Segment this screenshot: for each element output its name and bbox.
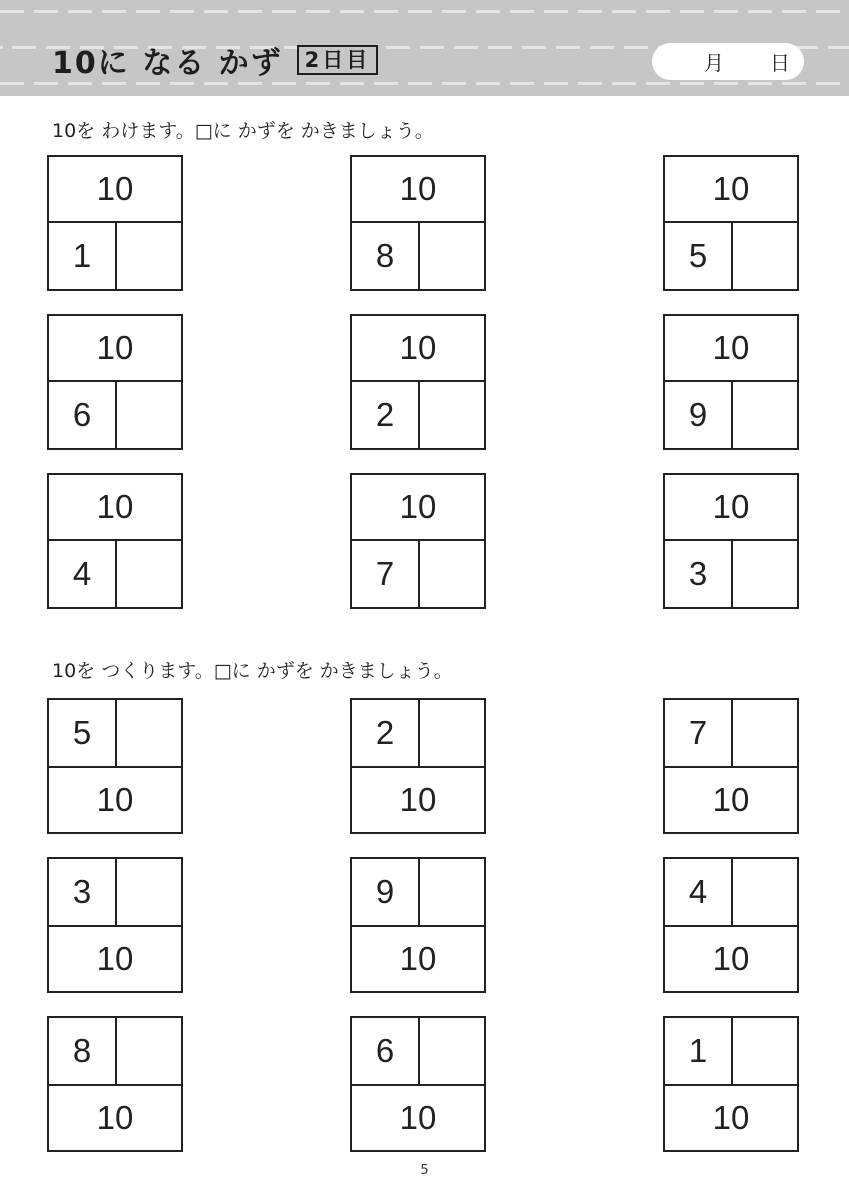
given-number: 7: [375, 555, 395, 592]
given-number: 7: [688, 714, 708, 751]
make-box-9: [663, 1016, 799, 1152]
whole-number: 10: [665, 925, 797, 991]
whole-number: 10: [49, 1084, 181, 1150]
whole-number: 10: [352, 925, 484, 991]
whole-number: 10: [49, 157, 181, 223]
split-box-3: [663, 155, 799, 291]
make-box-8: [350, 1016, 486, 1152]
day-badge: 2日目: [297, 45, 379, 75]
given-number: 4: [688, 873, 708, 910]
whole-number: 10: [49, 475, 181, 541]
answer-blank[interactable]: [418, 700, 484, 766]
answer-blank[interactable]: [115, 223, 181, 289]
given-number: 9: [688, 396, 708, 433]
make-box-7: [47, 1016, 183, 1152]
answer-blank[interactable]: [731, 223, 797, 289]
answer-blank[interactable]: [731, 1018, 797, 1084]
answer-blank[interactable]: [418, 1018, 484, 1084]
split-box-1: [47, 155, 183, 291]
whole-number: 10: [352, 475, 484, 541]
answer-blank[interactable]: [418, 382, 484, 448]
whole-number: 10: [352, 157, 484, 223]
given-number: 8: [72, 1032, 92, 1069]
day-label: 日: [770, 51, 790, 75]
given-number: 8: [375, 237, 395, 274]
whole-number: 10: [352, 1084, 484, 1150]
split-box-5: [350, 314, 486, 450]
given-number: 6: [72, 396, 92, 433]
given-number: 1: [688, 1032, 708, 1069]
month-label: 月: [704, 51, 724, 75]
answer-blank[interactable]: [731, 859, 797, 925]
split-box-7: [47, 473, 183, 609]
answer-blank[interactable]: [115, 700, 181, 766]
whole-number: 10: [665, 766, 797, 832]
answer-blank[interactable]: [115, 1018, 181, 1084]
answer-blank[interactable]: [418, 541, 484, 607]
whole-number: 10: [352, 766, 484, 832]
make-box-2: [350, 698, 486, 834]
make-box-1: [47, 698, 183, 834]
answer-blank[interactable]: [115, 382, 181, 448]
whole-number: 10: [49, 925, 181, 991]
answer-blank[interactable]: [418, 859, 484, 925]
answer-blank[interactable]: [115, 859, 181, 925]
given-number: 1: [72, 237, 92, 274]
answer-blank[interactable]: [418, 223, 484, 289]
whole-number: 10: [352, 316, 484, 382]
split-box-8: [350, 473, 486, 609]
page-title: [52, 40, 378, 80]
answer-blank[interactable]: [115, 541, 181, 607]
answer-blank[interactable]: [731, 700, 797, 766]
answer-blank[interactable]: [731, 541, 797, 607]
given-number: 2: [375, 714, 395, 751]
make-box-3: [663, 698, 799, 834]
make-box-4: [47, 857, 183, 993]
given-number: 6: [375, 1032, 395, 1069]
split-box-4: [47, 314, 183, 450]
answer-blank[interactable]: [731, 382, 797, 448]
whole-number: 10: [49, 316, 181, 382]
title-text: 10に なる かず: [52, 46, 283, 81]
given-number: 2: [375, 396, 395, 433]
whole-number: 10: [665, 475, 797, 541]
given-number: 4: [72, 555, 92, 592]
make-box-6: [663, 857, 799, 993]
header-bar: [0, 0, 849, 96]
whole-number: 10: [49, 766, 181, 832]
whole-number: 10: [665, 1084, 797, 1150]
instruction-split: 10を わけます。□に かずを かきましょう。: [52, 120, 434, 142]
make-box-5: [350, 857, 486, 993]
given-number: 5: [72, 714, 92, 751]
split-box-2: [350, 155, 486, 291]
date-field[interactable]: [652, 43, 804, 80]
split-box-9: [663, 473, 799, 609]
page-number: 5: [420, 1163, 429, 1178]
given-number: 3: [72, 873, 92, 910]
given-number: 3: [688, 555, 708, 592]
given-number: 9: [375, 873, 395, 910]
instruction-make: 10を つくります。□に かずを かきましょう。: [52, 660, 453, 682]
whole-number: 10: [665, 157, 797, 223]
given-number: 5: [688, 237, 708, 274]
split-box-6: [663, 314, 799, 450]
whole-number: 10: [665, 316, 797, 382]
